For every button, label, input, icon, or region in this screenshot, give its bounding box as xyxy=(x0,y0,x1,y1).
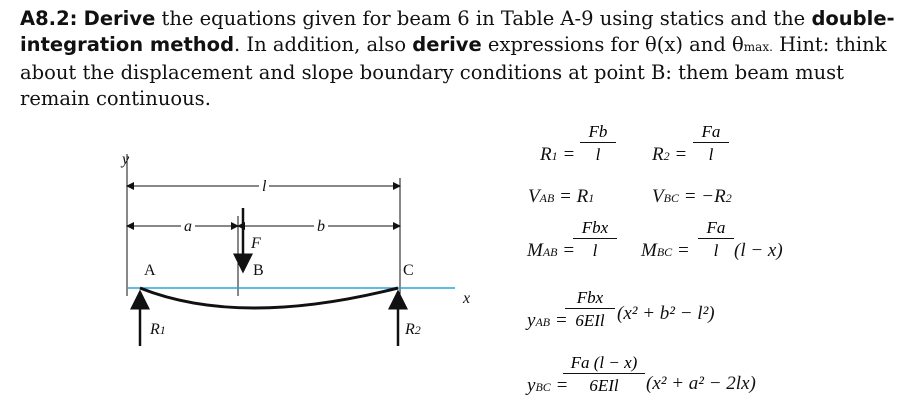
dimension-b-label: b xyxy=(314,218,328,236)
keyword-derive: Derive xyxy=(83,7,156,30)
point-a-label: A xyxy=(144,262,156,279)
point-c-label: C xyxy=(403,262,414,279)
dimension-l-label: l xyxy=(259,178,269,196)
reaction-r1-label xyxy=(150,321,166,339)
load-label: F xyxy=(251,235,261,252)
eq-vab: VAB = R1 xyxy=(528,186,595,207)
eq-r1-frac: $\frac{Fb}{l}$ xyxy=(580,122,616,165)
subscript-max: max. xyxy=(743,40,773,54)
keyword-double-integration: double-integration method xyxy=(20,7,895,56)
eq-mbc-lhs: MBC = xyxy=(641,240,690,261)
eq-ybc-frac: Fa (l − x) 6EIl xyxy=(563,353,645,396)
eq-yab-lhs: yAB = xyxy=(527,310,568,331)
eq-mbc-tail: (l − x) xyxy=(734,240,783,261)
eq-r2-lhs: R2 = xyxy=(652,144,688,165)
eq-r2-frac: $\frac{Fa}{l}$ xyxy=(693,122,729,165)
r2-letter: R xyxy=(405,321,415,338)
eq-mbc-frac: $\frac{Fa}{l}$ xyxy=(698,218,734,261)
r1-letter: R xyxy=(150,321,160,338)
problem-statement xyxy=(20,6,900,112)
eq-ybc-lhs: yBC = xyxy=(527,375,569,396)
r1-subscript: 1 xyxy=(159,323,166,337)
x-axis-label: x xyxy=(463,290,471,307)
deflected-beam xyxy=(140,288,398,308)
reaction-r2-label xyxy=(405,321,421,339)
dimension-a-label: a xyxy=(181,218,195,236)
eq-vbc: VBC = −R2 xyxy=(652,186,732,207)
problem-text-3: expressions for θ(x) and θ xyxy=(481,33,744,56)
problem-text-4: Hint: think about the displacement and slope boundary conditions at point B: them beam must remain continuous. xyxy=(20,33,887,110)
eq-r1-lhs: R1 = xyxy=(540,144,576,165)
problem-text-2: . In addition, also xyxy=(234,33,413,56)
r2-subscript: 2 xyxy=(414,323,421,337)
eq-mab-frac: Fbx l xyxy=(573,218,617,261)
beam-diagram xyxy=(110,146,490,356)
eq-mab-lhs: MAB = xyxy=(527,240,576,261)
eq-yab-frac: Fbx 6EIl xyxy=(565,288,615,331)
eq-yab-tail: (x² + b² − l²) xyxy=(617,303,715,324)
point-b-label: B xyxy=(253,262,264,279)
eq-ybc-tail: (x² + a² − 2lx) xyxy=(646,373,756,394)
problem-id: A8.2: xyxy=(20,7,78,30)
y-axis-label: y xyxy=(122,151,130,168)
keyword-derive-2: derive xyxy=(412,33,482,56)
problem-text-1: the equations given for beam 6 in Table A-9 using statics and the xyxy=(155,7,812,30)
